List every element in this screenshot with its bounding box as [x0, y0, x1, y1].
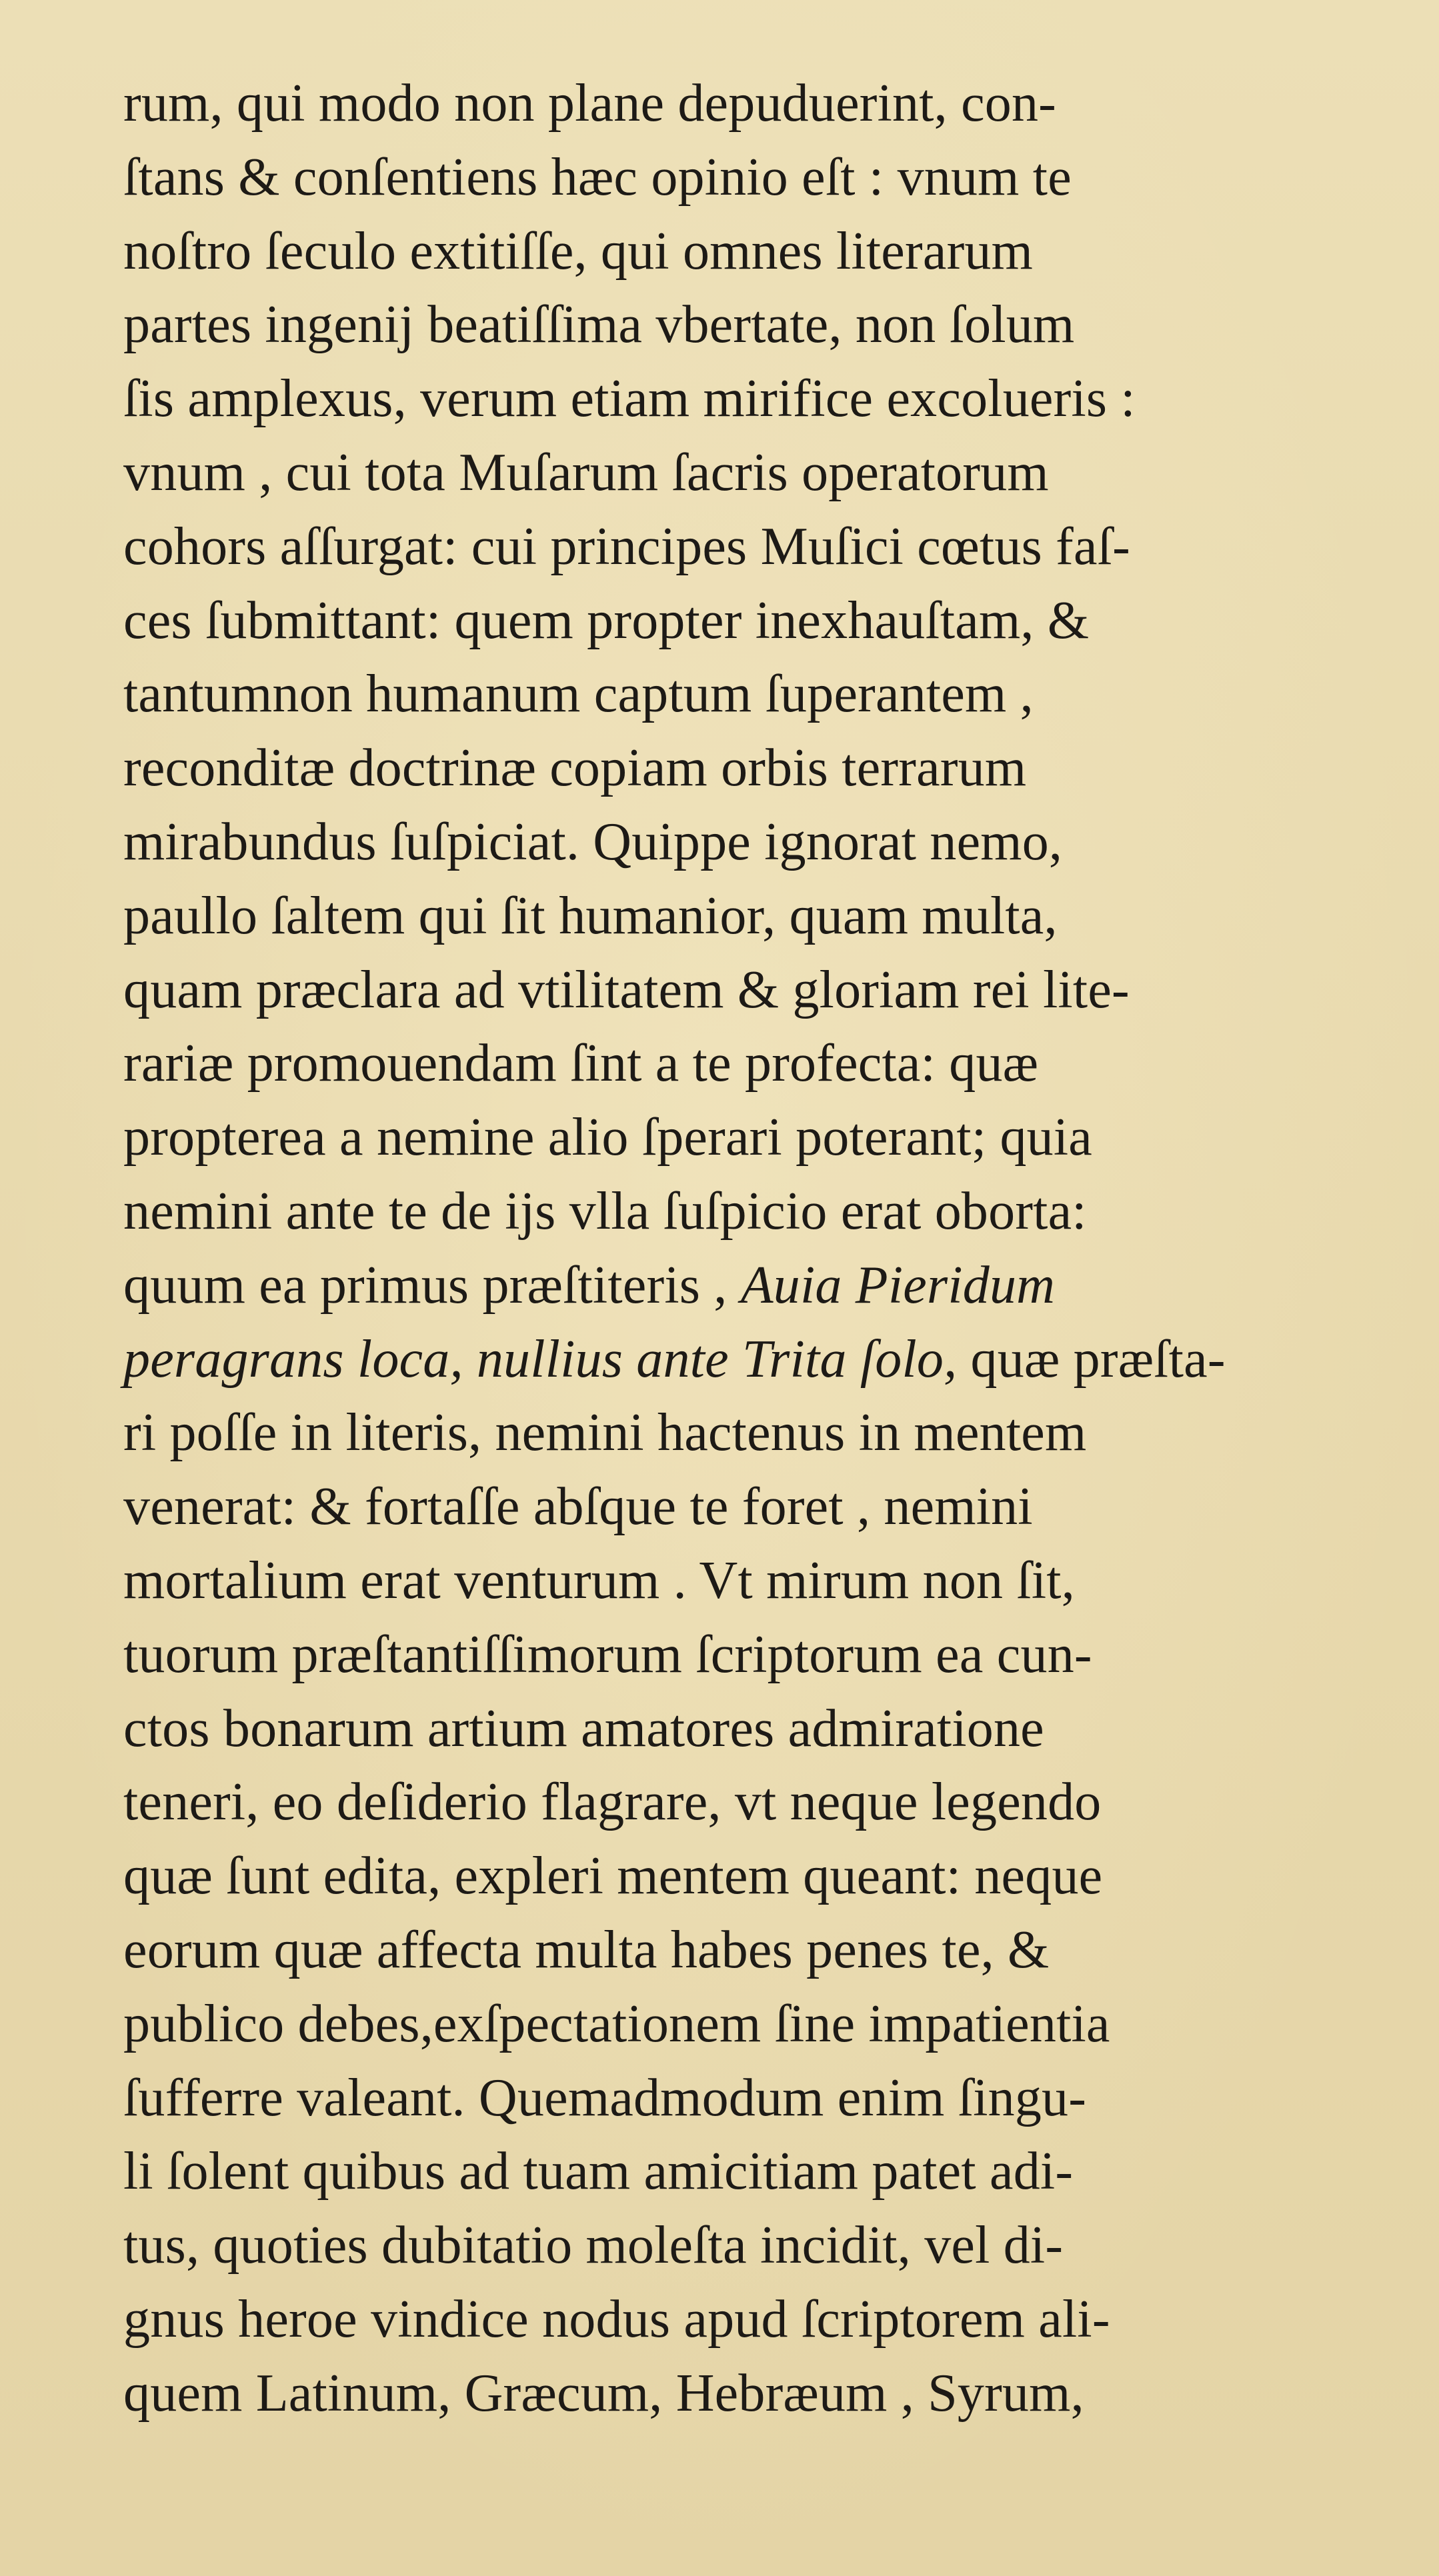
- text-line: li ſolent quibus ad tuam amicitiam patet adi-: [123, 2142, 1074, 2201]
- text-line: ſtans & conſentiens hæc opinio eſt : vnum te: [123, 147, 1072, 207]
- text-line: tuorum præſtantiſſimorum ſcriptorum ea cun-: [123, 1625, 1092, 1684]
- line-italic-quote: peragrans loca, nullius ante Trita ſolo,: [123, 1329, 958, 1389]
- text-line: nemini ante te de ijs vlla ſuſpicio erat oborta:: [123, 1181, 1087, 1241]
- text-line: tantumnon humanum captum ſuperantem ,: [123, 665, 1034, 724]
- text-line: ri poſſe in literis, nemini hactenus in mentem: [123, 1403, 1087, 1463]
- text-line-with-quote-end: [123, 1323, 1324, 1397]
- text-line: tus, quoties dubitatio moleſta incidit, vel di-: [123, 2216, 1064, 2275]
- text-line: mortalium erat venturum . Vt mirum non ſit,: [123, 1551, 1075, 1610]
- text-line: venerat: & fortaſſe abſque te foret , nemini: [123, 1477, 1033, 1537]
- text-line: noſtro ſeculo extitiſſe, qui omnes literarum: [123, 221, 1034, 281]
- text-line: vnum , cui tota Muſarum ſacris operatorum: [123, 443, 1049, 502]
- text-line: partes ingenij beatiſſima vbertate, non ſolum: [123, 295, 1075, 355]
- text-line: rariæ promouendam ſint a te profecta: quæ: [123, 1034, 1039, 1093]
- text-line: gnus heroe vindice nodus apud ſcriptorem ali-: [123, 2289, 1110, 2349]
- text-line: ctos bonarum artium amatores admiratione: [123, 1699, 1044, 1758]
- text-line: teneri, eo deſiderio flagrare, vt neque legendo: [123, 1773, 1102, 1832]
- text-line: propterea a nemine alio ſperari poterant; quia: [123, 1108, 1092, 1167]
- text-line: quam præclara ad vtilitatem & gloriam rei lite-: [123, 960, 1130, 1019]
- text-line: reconditæ doctrinæ copiam orbis terrarum: [123, 739, 1027, 798]
- line-roman-part: quæ præſta-: [970, 1329, 1226, 1389]
- text-line: eorum quæ affecta multa habes penes te, &: [123, 1920, 1050, 1979]
- text-line: rum, qui modo non plane depuduerint, con-: [123, 74, 1057, 133]
- text-line: quem Latinum, Græcum, Hebræum , Syrum,: [123, 2363, 1084, 2423]
- line-italic-quote: Auia Pieridum: [740, 1255, 1056, 1315]
- text-line: ſufferre valeant. Quemadmodum enim ſingu-: [123, 2068, 1087, 2127]
- line-roman-part: quum ea primus præſtiteris ,: [123, 1255, 728, 1315]
- text-line: paullo ſaltem qui ſit humanior, quam multa,: [123, 886, 1058, 945]
- text-line: publico debes,exſpectationem ſine impatientia: [123, 1994, 1110, 2053]
- text-line-with-quote-start: [123, 1249, 1324, 1323]
- text-line: ces ſubmittant: quem propter inexhauſtam, &: [123, 591, 1090, 650]
- text-line: mirabundus ſuſpiciat. Quippe ignorat nemo,: [123, 812, 1063, 871]
- text-line: ſis amplexus, verum etiam mirifice excolueris :: [123, 369, 1136, 429]
- text-block: [123, 67, 1324, 2431]
- text-line: cohors aſſurgat: cui principes Muſici cœtus faſ-: [123, 517, 1130, 576]
- text-line: quæ ſunt edita, expleri mentem queant: neque: [123, 1847, 1103, 1906]
